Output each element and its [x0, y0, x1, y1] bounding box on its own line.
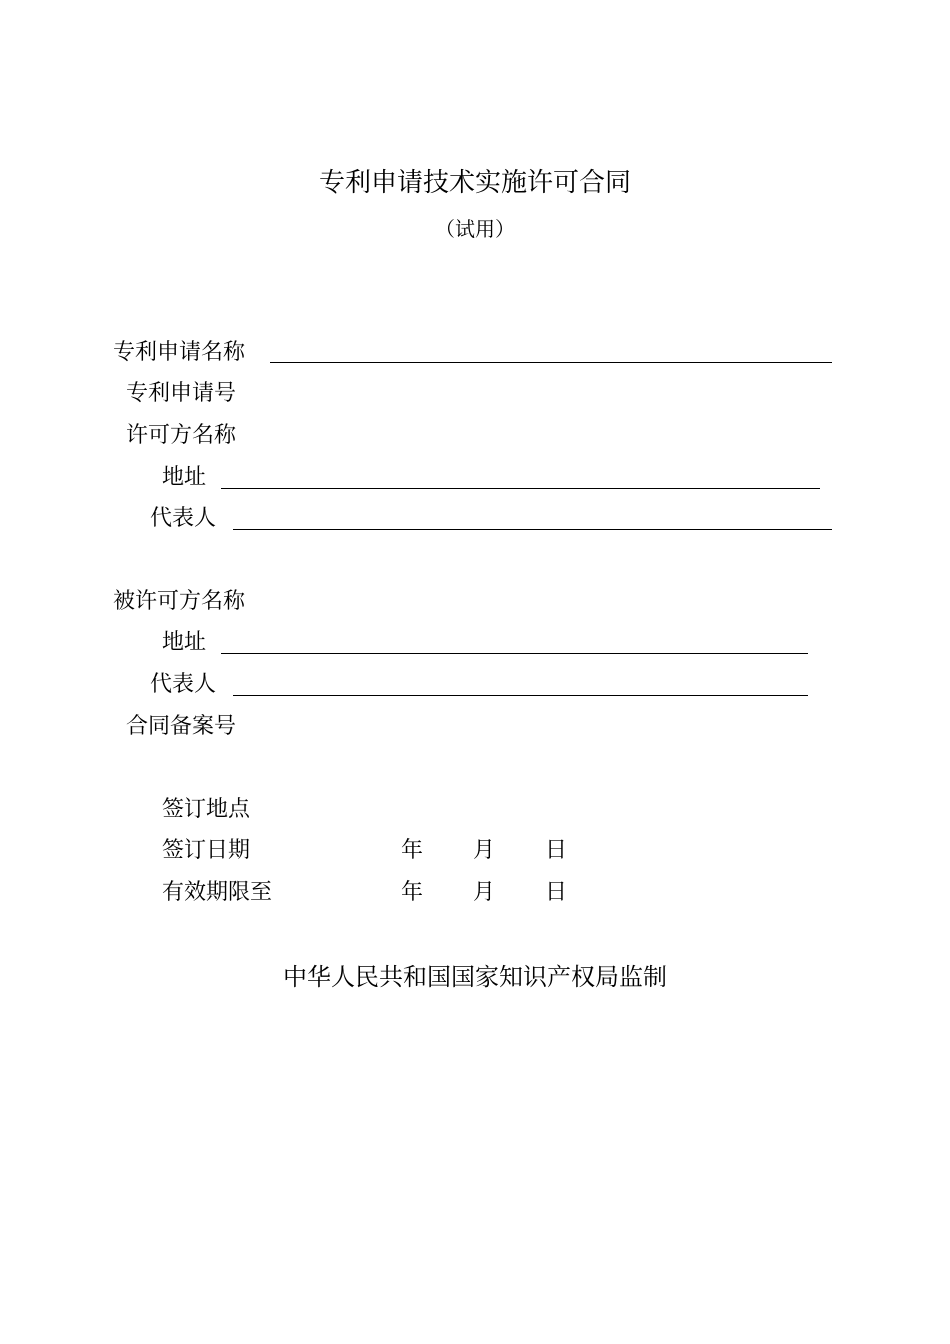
signing-date-month: 月	[473, 838, 496, 863]
document-subtitle: （试用）	[435, 217, 515, 241]
valid-until-month: 月	[473, 880, 496, 905]
licensee-address-label: 地址	[162, 630, 207, 655]
valid-until-day: 日	[545, 880, 568, 905]
licensor-address-field[interactable]	[221, 488, 820, 489]
licensee-rep-label: 代表人	[150, 672, 217, 697]
licensee-rep-field[interactable]	[233, 695, 808, 696]
patent-app-name-label: 专利申请名称	[113, 340, 246, 365]
signing-date-label: 签订日期	[162, 838, 251, 863]
licensor-rep-field[interactable]	[233, 529, 832, 530]
signing-date-year: 年	[401, 838, 424, 863]
valid-until-label: 有效期限至	[162, 880, 273, 905]
document-title: 专利申请技术实施许可合同	[318, 168, 631, 198]
licensor-address-label: 地址	[162, 465, 207, 490]
licensor-name-label: 许可方名称	[126, 423, 237, 448]
signing-place-label: 签订地点	[162, 797, 251, 822]
licensee-name-label: 被许可方名称	[113, 589, 246, 614]
patent-app-name-field[interactable]	[270, 362, 832, 363]
signing-date-day: 日	[545, 838, 568, 863]
licensor-rep-label: 代表人	[150, 506, 217, 531]
patent-app-no-label: 专利申请号	[126, 381, 237, 406]
licensee-address-field[interactable]	[221, 653, 808, 654]
issuer-footer: 中华人民共和国国家知识产权局监制	[283, 963, 667, 991]
contract-record-no-label: 合同备案号	[126, 714, 237, 739]
valid-until-year: 年	[401, 880, 424, 905]
